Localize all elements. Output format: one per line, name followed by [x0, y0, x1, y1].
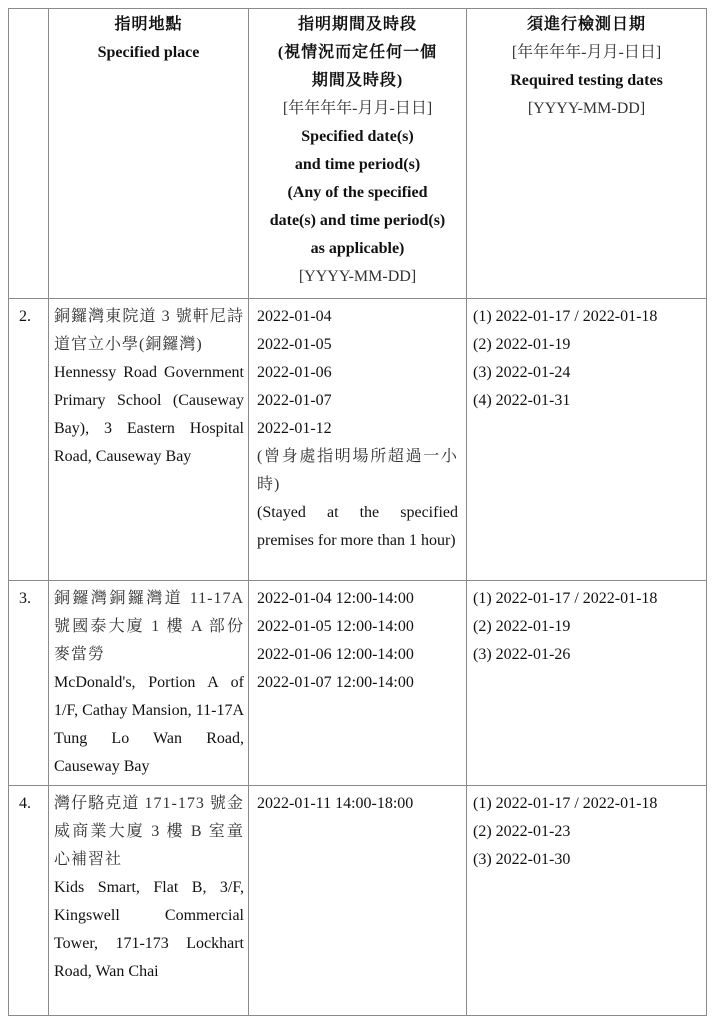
place-en: Kids Smart, Flat B, 3/F, Kingswell Commercial Tower, 171-173 Lockhart Road, Wan Chai: [54, 879, 244, 980]
table-row: [9, 299, 707, 581]
test-date-item: (1) 2022-01-17 / 2022-01-18: [473, 795, 658, 812]
header-place-en: Specified place: [97, 44, 200, 61]
specified-places-table: [8, 8, 707, 1016]
test-date-item: (3) 2022-01-30: [473, 851, 571, 868]
required-dates-cell: [467, 786, 707, 1016]
period-item: 2022-01-12: [257, 420, 332, 437]
test-date-item: (3) 2022-01-26: [473, 646, 571, 663]
header-period-format-en: [YYYY-MM-DD]: [298, 268, 417, 285]
period-item: 2022-01-05: [257, 336, 332, 353]
table-row: [9, 786, 707, 1016]
required-dates-cell: [467, 299, 707, 581]
period-item: 2022-01-06: [257, 364, 332, 381]
period-item: 2022-01-04: [257, 308, 332, 325]
header-period-en-1: Specified date(s): [301, 128, 414, 145]
place-cell: [49, 786, 249, 1016]
header-place-zh: 指明地點: [114, 16, 183, 33]
header-required-format-zh: [年年年年-月月-日日]: [511, 44, 662, 61]
header-place-cell: [49, 9, 249, 299]
header-period-en-3: (Any of the specified: [287, 184, 428, 201]
period-cell: [249, 581, 467, 786]
period-item: 2022-01-11 14:00-18:00: [257, 795, 414, 812]
row-number: 3.: [9, 581, 49, 786]
period-item: 2022-01-04 12:00-14:00: [257, 590, 414, 607]
period-note-en: (Stayed at the specified premises for more than 1 hour): [257, 504, 458, 549]
test-date-item: (3) 2022-01-24: [473, 364, 571, 381]
period-item: 2022-01-07 12:00-14:00: [257, 674, 414, 691]
header-period-en-4: date(s) and time period(s): [269, 212, 446, 229]
period-item: 2022-01-05 12:00-14:00: [257, 618, 414, 635]
header-required-format-en: [YYYY-MM-DD]: [527, 100, 646, 117]
period-cell: [249, 786, 467, 1016]
place-zh: 銅鑼灣東院道 3 號軒尼詩道官立小學(銅鑼灣): [54, 308, 244, 353]
period-cell: [249, 299, 467, 581]
table-row: [9, 581, 707, 786]
header-period-cell: [249, 9, 467, 299]
header-period-format-zh: [年年年年-月月-日日]: [282, 100, 433, 117]
place-en: Hennessy Road Government Primary School (Causeway Bay), 3 Eastern Hospital Road, Causeway Bay: [54, 364, 244, 465]
row-number: 2.: [9, 299, 49, 581]
header-num-cell: [9, 9, 49, 299]
header-period-zh-3: 期間及時段): [311, 72, 404, 89]
header-row: [9, 9, 707, 299]
place-cell: [49, 581, 249, 786]
place-en: McDonald's, Portion A of 1/F, Cathay Mansion, 11-17A Tung Lo Wan Road, Causeway Bay: [54, 674, 244, 775]
row-number: 4.: [9, 786, 49, 1016]
header-required-en: Required testing dates: [510, 72, 663, 89]
test-date-item: (4) 2022-01-31: [473, 392, 571, 409]
period-item: 2022-01-06 12:00-14:00: [257, 646, 414, 663]
header-period-en-2: and time period(s): [294, 156, 421, 173]
header-period-zh-1: 指明期間及時段: [297, 16, 417, 33]
period-item: 2022-01-07: [257, 392, 332, 409]
place-zh: 灣仔駱克道 171-173 號金威商業大廈 3 樓 B 室童心補習社: [54, 795, 244, 868]
place-zh: 銅鑼灣銅鑼灣道 11-17A 號國泰大廈 1 樓 A 部份麥當勞: [54, 590, 244, 663]
header-period-en-5: as applicable): [310, 240, 405, 257]
header-required-cell: [467, 9, 707, 299]
place-cell: [49, 299, 249, 581]
test-date-item: (2) 2022-01-23: [473, 823, 571, 840]
test-date-item: (1) 2022-01-17 / 2022-01-18: [473, 590, 658, 607]
required-dates-cell: [467, 581, 707, 786]
header-period-zh-2: (視情況而定任何一個: [277, 44, 438, 61]
test-date-item: (1) 2022-01-17 / 2022-01-18: [473, 308, 658, 325]
test-date-item: (2) 2022-01-19: [473, 336, 571, 353]
period-note-zh: (曾身處指明場所超過一小時): [257, 448, 458, 493]
header-required-zh: 須進行檢測日期: [526, 16, 646, 33]
test-date-item: (2) 2022-01-19: [473, 618, 571, 635]
